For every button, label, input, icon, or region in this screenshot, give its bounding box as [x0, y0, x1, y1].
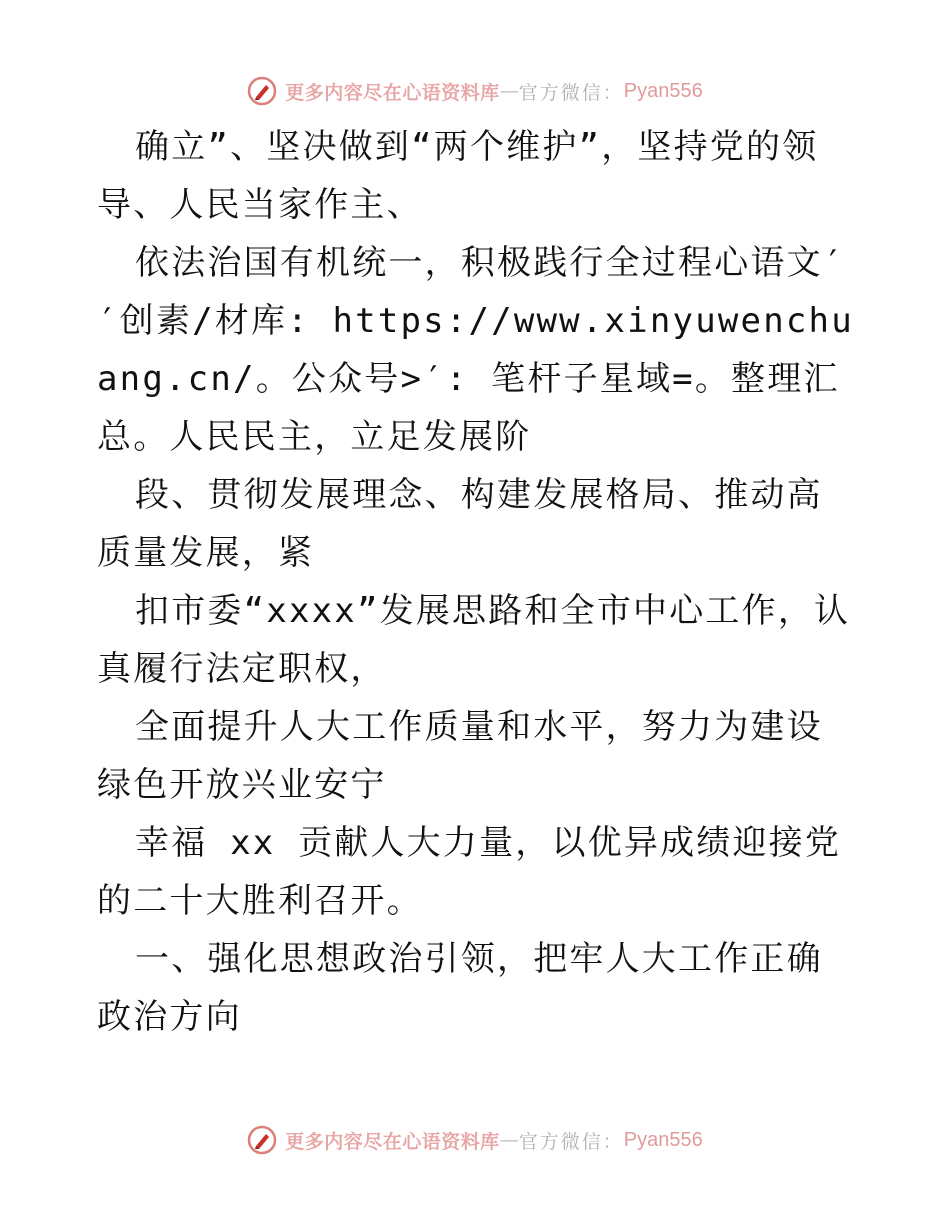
document-body: [97, 118, 857, 1046]
pen-logo-icon: [247, 1125, 277, 1155]
watermark-wechat-id: Pyan556: [623, 79, 703, 102]
footer-watermark: [0, 1120, 950, 1160]
watermark-wechat-id: Pyan556: [623, 1128, 703, 1151]
watermark-brand-text: 更多内容尽在心语资料库: [285, 1130, 500, 1153]
paragraph-5: 全面提升人大工作质量和水平，努力为建设绿色开放兴业安宁: [97, 707, 823, 805]
watermark-brand-text: 更多内容尽在心语资料库: [285, 81, 500, 104]
paragraph-3: 段、贯彻发展理念、构建发展格局、推动高质量发展，紧: [97, 475, 823, 573]
paragraph-2: 依法治国有机统一，积极践行全过程心语文′′创素/材库: https://www.xinyuwenchuang.cn/。公众号>′: 笔杆子星域=。整理汇总。人民民主，立足发展阶: [97, 243, 854, 457]
header-watermark: [0, 71, 950, 111]
watermark-wechat-label: 官方微信：: [518, 1130, 624, 1153]
paragraph-6: 幸福 xx 贡献人大力量，以优异成绩迎接党的二十大胜利召开。: [97, 823, 842, 921]
watermark-wechat-label: 官方微信：: [518, 81, 624, 104]
pen-logo-icon: [247, 76, 277, 106]
section-heading-1: 一、强化思想政治引领，把牢人大工作正确政治方向: [97, 939, 823, 1037]
watermark-dash: —: [499, 1129, 519, 1151]
paragraph-4: 扣市委“xxxx”发展思路和全市中心工作，认真履行法定职权，: [97, 591, 851, 689]
paragraph-1: 确立”、坚决做到“两个维护”，坚持党的领导、人民当家作主、: [97, 127, 819, 225]
watermark-dash: —: [499, 80, 519, 102]
